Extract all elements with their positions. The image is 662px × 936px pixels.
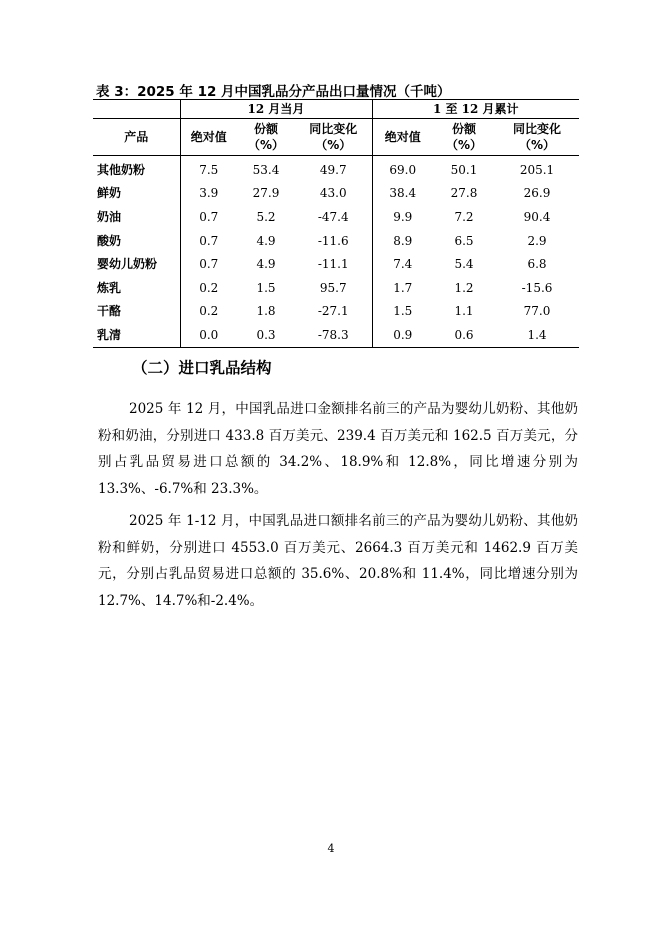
table-cell: 7.4 (372, 252, 433, 276)
table-cell: -11.6 (317, 233, 349, 248)
table-row (93, 156, 579, 182)
table-cell: 0.9 (372, 323, 433, 347)
table-cell: 0.7 (180, 205, 237, 229)
body-paragraph: 2025 年 12 月，中国乳品进口金额排名前三的产品为婴幼儿奶粉、其他奶粉和奶油，分别进口 433.8 百万美元、239.4 百万美元和 162.5 百万美元，分别占乳品贸易进口总额的 34.2%、18.9%和 12.8%，同比增速分别为 13.3%、-6.7%和 23.3%。 (98, 401, 578, 497)
column-header (433, 119, 495, 156)
column-header (495, 119, 579, 156)
table-column-header-row (93, 119, 579, 156)
table-cell: 0.3 (237, 323, 295, 347)
product-name-cell: 婴幼儿奶粉 (97, 257, 158, 272)
table-cell: 1.5 (372, 300, 433, 324)
product-name-cell: 奶油 (97, 209, 122, 224)
table-cell: 1.7 (372, 276, 433, 300)
table-cell: 0.7 (180, 252, 237, 276)
body-paragraph: 2025 年 1-12 月，中国乳品进口额排名前三的产品为婴幼儿奶粉、其他奶粉和鲜奶，分别进口 4553.0 百万美元、2664.3 百万美元和 1462.9 百万美元，分别占乳品贸易进口总额的 35.6%、20.8%和 11.4%，同比增速分别为 12.7%、14.7%和-2.4%。 (98, 513, 578, 609)
table-cell: 4.9 (256, 233, 276, 248)
column-header: 绝对值 (372, 119, 433, 156)
table-cell: 0.7 (180, 229, 237, 253)
table-cell: 2.9 (527, 233, 547, 248)
table-cell: 6.5 (454, 233, 474, 248)
table-cell: -27.1 (317, 304, 349, 319)
table-cell: -78.3 (295, 323, 372, 347)
table-cell: 5.2 (256, 209, 276, 224)
table-row (93, 252, 579, 276)
table-group-header-row (93, 100, 579, 119)
table-cell: 27.8 (450, 186, 478, 201)
column-header: 绝对值 (180, 119, 237, 156)
table-cell: 1.8 (256, 304, 276, 319)
table-cell: 0.6 (433, 323, 495, 347)
table-cell: 1.4 (495, 323, 579, 347)
table-cell: 77.0 (523, 304, 551, 319)
table-cell: 53.4 (252, 162, 280, 177)
table-cell: 1.2 (454, 280, 474, 295)
table-row (93, 276, 579, 300)
product-name-cell: 鲜奶 (97, 186, 122, 201)
page-number: 4 (327, 842, 335, 855)
table-cell: 50.1 (450, 162, 478, 177)
table-cell: -15.6 (521, 280, 553, 295)
table-row (93, 229, 579, 253)
column-header-text: 同比变化 （%） (513, 121, 562, 152)
table-cell: 27.9 (252, 186, 280, 201)
table-cell: 9.9 (372, 205, 433, 229)
table-cell: 8.9 (372, 229, 433, 253)
table-cell: 7.2 (454, 209, 474, 224)
column-header-text: 同比变化 （%） (309, 121, 358, 152)
table-cell: 1.1 (454, 304, 474, 319)
table-cell: 49.7 (319, 162, 347, 177)
table-cell: 69.0 (372, 156, 433, 182)
table-cell: 5.4 (454, 257, 474, 272)
column-header-text: 份额 （%） (445, 121, 483, 152)
table-cell: 38.4 (372, 182, 433, 206)
product-name-cell: 其他奶粉 (97, 162, 146, 177)
column-header (237, 119, 295, 156)
table-row (93, 323, 579, 347)
table-cell: 4.9 (256, 257, 276, 272)
table-cell: 205.1 (519, 162, 555, 177)
product-name-cell: 乳清 (93, 323, 180, 347)
column-header: 产品 (93, 119, 180, 156)
table-cell: -11.1 (317, 257, 349, 272)
table-caption: 表 3：2025 年 12 月中国乳品分产品出口量情况（千吨） (96, 84, 451, 100)
column-header-text: 份额 （%） (247, 121, 285, 152)
table-cell: 43.0 (319, 186, 347, 201)
table-cell: 1.5 (256, 280, 276, 295)
table-cell: 90.4 (523, 209, 551, 224)
table-cell: 7.5 (180, 156, 237, 182)
group-header-blank (93, 100, 180, 119)
column-header (295, 119, 372, 156)
group-header-cumulative: 1 至 12 月累计 (372, 100, 579, 119)
table-cell: 6.8 (527, 257, 547, 272)
table-cell: 95.7 (319, 280, 347, 295)
product-name-cell: 干酪 (97, 304, 122, 319)
table-row (93, 300, 579, 324)
table-cell: 0.2 (180, 276, 237, 300)
table-cell: 26.9 (523, 186, 551, 201)
table-row (93, 205, 579, 229)
table-row (93, 182, 579, 206)
table-cell: 0.0 (180, 323, 237, 347)
export-volume-table (93, 99, 579, 348)
product-name-cell: 炼乳 (97, 280, 122, 295)
table-cell: -47.4 (317, 209, 349, 224)
group-header-december: 12 月当月 (180, 100, 372, 119)
product-name-cell: 酸奶 (97, 233, 122, 248)
table-cell: 0.2 (180, 300, 237, 324)
section-title: （二）进口乳品结构 (132, 359, 272, 377)
table-cell: 3.9 (180, 182, 237, 206)
